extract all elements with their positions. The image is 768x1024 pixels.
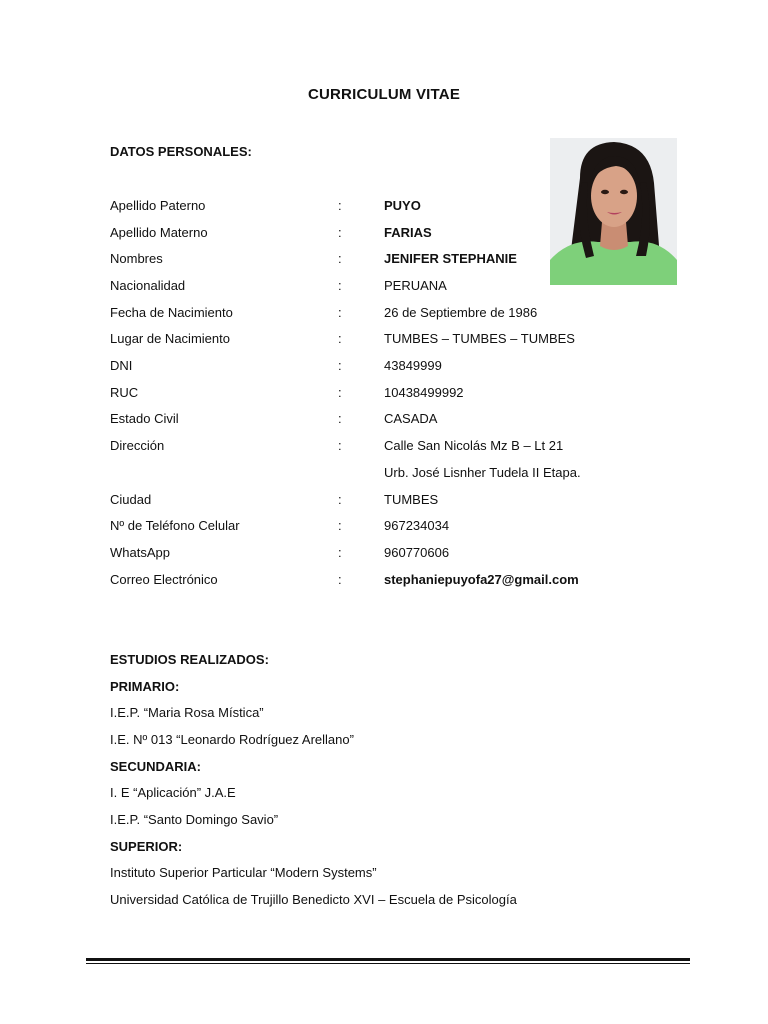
- field-value: FARIAS: [384, 225, 432, 240]
- field-value: 10438499992: [384, 385, 464, 400]
- field-label: Ciudad: [110, 492, 152, 507]
- list-item: I. E “Aplicación” J.A.E: [110, 785, 236, 800]
- field-separator: :: [338, 278, 342, 293]
- field-value: JENIFER STEPHANIE: [384, 251, 517, 266]
- document-title: CURRICULUM VITAE: [307, 86, 461, 103]
- field-separator: :: [338, 572, 342, 587]
- field-label: Correo Electrónico: [110, 572, 218, 587]
- email-value: stephaniepuyofa27@gmail.com: [384, 572, 579, 587]
- row-ciudad: [0, 492, 768, 512]
- row-nacionalidad: [0, 278, 768, 298]
- field-separator: :: [338, 225, 342, 240]
- row-apellido-materno: [0, 225, 768, 245]
- field-value: 967234034: [384, 518, 450, 533]
- field-value: PERUANA: [384, 278, 447, 293]
- field-label: Fecha de Nacimiento: [110, 305, 233, 320]
- field-label: Nº de Teléfono Celular: [110, 518, 240, 533]
- field-label: Nacionalidad: [110, 278, 186, 293]
- row-direccion: [0, 438, 768, 458]
- row-correo: [0, 572, 768, 592]
- field-separator: :: [338, 331, 342, 346]
- field-value: PUYO: [384, 198, 421, 213]
- field-value: 960770606: [384, 545, 450, 560]
- superior-heading: SUPERIOR:: [110, 839, 183, 854]
- row-nombres: [0, 251, 768, 271]
- field-value: Calle San Nicolás Mz B – Lt 21: [384, 438, 564, 453]
- field-separator: :: [338, 545, 342, 560]
- row-lugar-nacimiento: [0, 331, 768, 351]
- list-item: Universidad Católica de Trujillo Benedicto XVI – Escuela de Psicología: [110, 892, 517, 907]
- row-ruc: [0, 385, 768, 405]
- field-separator: :: [338, 198, 342, 213]
- list-item: I.E.P. “Maria Rosa Mística”: [110, 705, 264, 720]
- field-label: Apellido Paterno: [110, 198, 206, 213]
- footer-rule: [86, 958, 690, 961]
- field-value: 43849999: [384, 358, 442, 373]
- field-label: Lugar de Nacimiento: [110, 331, 230, 346]
- row-direccion-cont: [0, 465, 768, 485]
- field-value: Urb. José Lisnher Tudela II Etapa.: [384, 465, 581, 480]
- field-separator: :: [338, 411, 342, 426]
- row-apellido-paterno: [0, 198, 768, 218]
- row-estado-civil: [0, 411, 768, 431]
- field-label: Nombres: [110, 251, 163, 266]
- field-label: Apellido Materno: [110, 225, 208, 240]
- footer-rule-thin: [86, 963, 690, 964]
- field-separator: :: [338, 305, 342, 320]
- row-whatsapp: [0, 545, 768, 565]
- row-telefono: [0, 518, 768, 538]
- field-separator: :: [338, 251, 342, 266]
- field-separator: :: [338, 492, 342, 507]
- field-separator: :: [338, 518, 342, 533]
- list-item: Instituto Superior Particular “Modern Systems”: [110, 865, 377, 880]
- list-item: I.E.P. “Santo Domingo Savio”: [110, 812, 279, 827]
- field-separator: :: [338, 358, 342, 373]
- field-separator: :: [338, 385, 342, 400]
- row-fecha-nacimiento: [0, 305, 768, 325]
- field-label: Estado Civil: [110, 411, 179, 426]
- primary-heading: PRIMARIO:: [110, 679, 180, 694]
- studies-heading: ESTUDIOS REALIZADOS:: [110, 652, 269, 667]
- field-separator: :: [338, 438, 342, 453]
- field-value: 26 de Septiembre de 1986: [384, 305, 538, 320]
- field-value: CASADA: [384, 411, 438, 426]
- field-label: DNI: [110, 358, 133, 373]
- personal-data-heading: DATOS PERSONALES:: [110, 144, 252, 159]
- row-dni: [0, 358, 768, 378]
- field-label: RUC: [110, 385, 139, 400]
- field-value: TUMBES – TUMBES – TUMBES: [384, 331, 575, 346]
- list-item: I.E. Nº 013 “Leonardo Rodríguez Arellano”: [110, 732, 354, 747]
- secondary-heading: SECUNDARIA:: [110, 759, 201, 774]
- field-label: Dirección: [110, 438, 165, 453]
- field-label: WhatsApp: [110, 545, 170, 560]
- field-value: TUMBES: [384, 492, 439, 507]
